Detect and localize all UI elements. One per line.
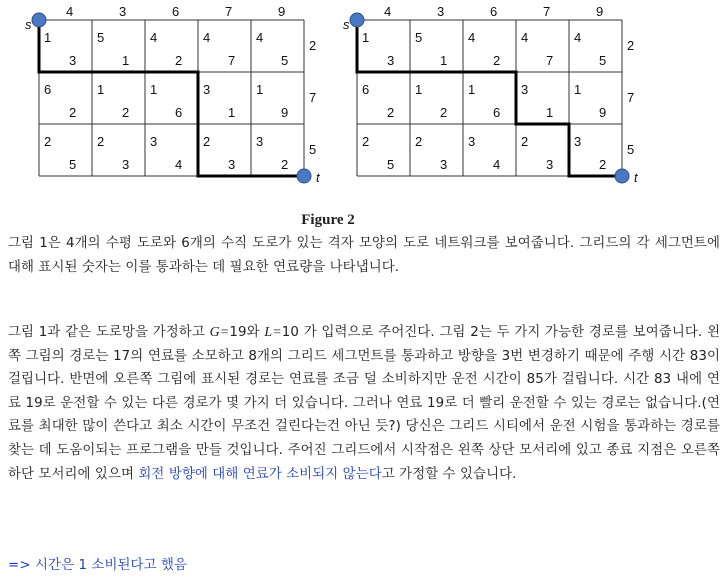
vertical-segment-fuel-label: 1 [362,30,370,45]
start-node [350,13,364,27]
vertical-segment-fuel-label: 4 [574,30,582,45]
start-node [32,13,46,27]
horizontal-segment-fuel-label: 3 [228,157,236,172]
horizontal-segment-fuel-label: 1 [122,53,130,68]
vertical-segment-fuel-label: 3 [256,134,264,149]
vertical-segment-fuel-label: 1 [150,82,158,97]
vertical-segment-fuel-label: 1 [468,82,476,97]
paragraph-main [8,321,720,486]
horizontal-segment-fuel-label: 9 [599,105,607,120]
horizontal-segment-fuel-label: 2 [122,105,130,120]
top-edge-fuel-label: 9 [596,4,604,19]
end-label: t [316,170,320,185]
right-edge-fuel-label: 2 [309,38,317,53]
vertical-segment-fuel-label: 4 [203,30,211,45]
right-edge-fuel-label: 7 [309,90,317,105]
figure-caption: Figure 2 [301,212,355,228]
top-edge-fuel-label: 3 [119,4,127,19]
text-segment: 고 가정할 수 있습니다. [381,466,517,482]
start-label: s [25,17,32,32]
horizontal-segment-fuel-label: 5 [599,53,607,68]
top-edge-fuel-label: 9 [278,4,286,19]
right-edge-fuel-label: 5 [627,142,635,157]
horizontal-segment-fuel-label: 3 [440,157,448,172]
horizontal-segment-fuel-label: 5 [69,157,77,172]
vertical-segment-fuel-label: 1 [256,82,264,97]
vertical-segment-fuel-label: 3 [468,134,476,149]
vertical-segment-fuel-label: 2 [521,134,529,149]
horizontal-segment-fuel-label: 1 [440,53,448,68]
top-edge-fuel-label: 4 [384,4,392,19]
horizontal-segment-fuel-label: 6 [493,105,501,120]
horizontal-segment-fuel-label: 3 [546,157,554,172]
vertical-segment-fuel-label: 4 [468,30,476,45]
start-label: s [343,17,350,32]
vertical-segment-fuel-label: 2 [362,134,370,149]
horizontal-segment-fuel-label: 2 [281,157,289,172]
top-edge-fuel-label: 6 [490,4,498,19]
vertical-segment-fuel-label: 5 [415,30,423,45]
vertical-segment-fuel-label: 5 [97,30,105,45]
note-line: => 시간은 1 소비된다고 했음 [8,558,188,573]
horizontal-segment-fuel-label: 2 [599,157,607,172]
vertical-segment-fuel-label: 6 [362,82,370,97]
vertical-segment-fuel-label: 4 [150,30,158,45]
vertical-segment-fuel-label: 3 [203,82,211,97]
vertical-segment-fuel-label: 2 [97,134,105,149]
horizontal-segment-fuel-label: 3 [387,53,395,68]
vertical-segment-fuel-label: 1 [574,82,582,97]
vertical-segment-fuel-label: 6 [44,82,52,97]
vertical-segment-fuel-label: 3 [521,82,529,97]
right-grid-figure [343,4,639,185]
top-edge-fuel-label: 7 [225,4,233,19]
var-l: L= [264,325,282,340]
right-edge-fuel-label: 5 [309,142,317,157]
var-g: G= [209,325,230,340]
text-segment: 10 가 입력으로 주어진다. 그림 2는 두 가지 가능한 경로를 보여줍니다. 왼쪽 그림의 경로는 17의 연료를 소모하고 8개의 그리드 세그먼트를 통과하고 방향을 3번 변경하기 때문에 주행 시간 83이 걸립니다. 반면에 오른쪽 그림에 표시된 경로는 연료를 조금 덜 소비하지만 운전 시간이 85가 걸립니다. 시간 83 내에 연료 19로 운전할 수 있는 다른 경로가 몇 가지 더 있습니다. 그러나 연료 19로 더 빨리 운전할 수 있는 경로는 없습니다.(연료를 최대한 많이 쓴다고 최소 시간이 무조건 걸린다는건 아닌 듯?) 당신은 그리드 시티에서 운전 시험을 통과하는 경로를 찾는 데 도움이되는 프로그램을 만들 것입니다. 주어진 그리드에서 시작점은 왼쪽 상단 모서리에 있고 종료 지점은 오른쪽 하단 모서리에 있으며 [8,325,720,482]
horizontal-segment-fuel-label: 5 [281,53,289,68]
route-path [357,20,622,176]
highlighted-phrase: 회전 방향에 대해 연료가 소비되지 않는다 [138,466,382,482]
vertical-segment-fuel-label: 4 [256,30,264,45]
horizontal-segment-fuel-label: 1 [228,105,236,120]
top-edge-fuel-label: 4 [66,4,74,19]
horizontal-segment-fuel-label: 2 [175,53,183,68]
end-node [615,169,629,183]
top-edge-fuel-label: 7 [543,4,551,19]
paragraph-intro: 그림 1은 4개의 수평 도로와 6개의 수직 도로가 있는 격자 모양의 도로 네트워크를 보여줍니다. 그리드의 각 세그먼트에 대해 표시된 숫자는 이를 통과하는 데 필요한 연료량을 나타냅니다. [8,236,720,275]
horizontal-segment-fuel-label: 3 [122,157,130,172]
route-path [39,20,304,176]
horizontal-segment-fuel-label: 5 [387,157,395,172]
vertical-segment-fuel-label: 3 [150,134,158,149]
text-segment: 그림 1과 같은 도로망을 가정하고 [8,325,210,340]
vertical-segment-fuel-label: 2 [415,134,423,149]
vertical-segment-fuel-label: 3 [574,134,582,149]
end-label: t [634,170,638,185]
right-edge-fuel-label: 7 [627,90,635,105]
left-grid-figure [25,4,321,185]
horizontal-segment-fuel-label: 4 [175,157,183,172]
horizontal-segment-fuel-label: 9 [281,105,289,120]
top-edge-fuel-label: 6 [172,4,180,19]
vertical-segment-fuel-label: 2 [203,134,211,149]
vertical-segment-fuel-label: 4 [521,30,529,45]
horizontal-segment-fuel-label: 3 [69,53,77,68]
vertical-segment-fuel-label: 1 [44,30,52,45]
top-edge-fuel-label: 3 [437,4,445,19]
figure-2-grids [0,0,727,200]
text-segment: 19와 [229,325,265,340]
horizontal-segment-fuel-label: 2 [440,105,448,120]
vertical-segment-fuel-label: 1 [97,82,105,97]
horizontal-segment-fuel-label: 7 [228,53,236,68]
horizontal-segment-fuel-label: 2 [387,105,395,120]
horizontal-segment-fuel-label: 1 [546,105,554,120]
horizontal-segment-fuel-label: 2 [493,53,501,68]
horizontal-segment-fuel-label: 2 [69,105,77,120]
horizontal-segment-fuel-label: 6 [175,105,183,120]
horizontal-segment-fuel-label: 7 [546,53,554,68]
horizontal-segment-fuel-label: 4 [493,157,501,172]
right-edge-fuel-label: 2 [627,38,635,53]
vertical-segment-fuel-label: 2 [44,134,52,149]
vertical-segment-fuel-label: 1 [415,82,423,97]
end-node [297,169,311,183]
